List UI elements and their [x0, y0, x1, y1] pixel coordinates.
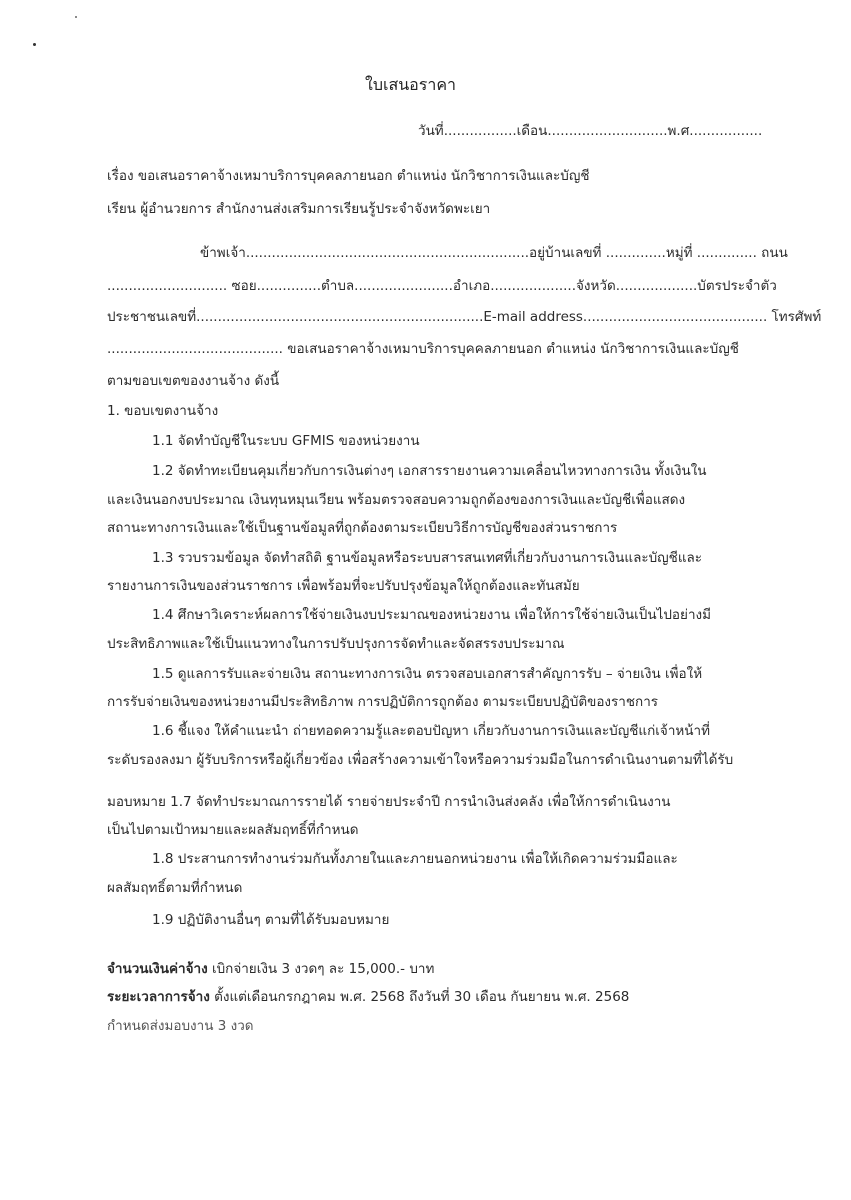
subject-line: เรื่อง ขอเสนอราคาจ้างเหมาบริการบุคคลภายนอก ตำแหน่ง นักวิชาการเงินและบัญชี: [107, 168, 590, 184]
period-line: [107, 987, 629, 1007]
scope-line: 1.2 จัดทำทะเบียนคุมเกี่ยวกับการเงินต่างๆ เอกสารรายงานความเคลื่อนไหวทางการเงิน ทั้งเงินใน: [152, 463, 707, 479]
scope-line: เป็นไปตามเป้าหมายและผลสัมฤทธิ์ที่กำหนด: [107, 822, 359, 838]
scope-line: ผลสัมฤทธิ์ตามที่กำหนด: [107, 880, 243, 896]
applicant-line: ข้าพเจ้า..................................................................อยู่บ้านเลขที่ ..............หมู่ที่ .............. ถนน: [200, 245, 788, 261]
period-text: ตั้งแต่เดือนกรกฎาคม พ.ศ. 2568 ถึงวันที่ 30 เดือน กันยายน พ.ศ. 2568: [209, 989, 630, 1005]
document-title: ใบเสนอราคา: [365, 75, 457, 94]
scope-line: 1.8 ประสานการทำงานร่วมกันทั้งภายในและภายนอกหน่วยงาน เพื่อให้เกิดความร่วมมือและ: [152, 851, 678, 867]
scope-line: มอบหมาย 1.7 จัดทำประมาณการรายได้ รายจ่ายประจำปี การนำเงินส่งคลัง เพื่อให้การดำเนินงาน: [107, 794, 671, 810]
scope-line: รายงานการเงินของส่วนราชการ เพื่อพร้อมที่จะปรับปรุงข้อมูลให้ถูกต้องและทันสมัย: [107, 578, 580, 594]
period-label: ระยะเวลาการจ้าง: [107, 989, 210, 1005]
scope-line: 1.9 ปฏิบัติงานอื่นๆ ตามที่ได้รับมอบหมาย: [152, 912, 390, 928]
scope-line: และเงินนอกงบประมาณ เงินทุนหมุนเวียน พร้อมตรวจสอบความถูกต้องของการเงินและบัญชีเพื่อแสดง: [107, 492, 686, 508]
applicant-line: ประชาชนเลขที่...................................................................E-mail address........................................... โทรศัพท์: [107, 309, 822, 325]
scope-line: 1.4 ศึกษาวิเคราะห์ผลการใช้จ่ายเงินงบประมาณของหน่วยงาน เพื่อให้การใช้จ่ายเงินเป็นไปอย่างมี: [152, 607, 712, 623]
scan-speck: [75, 16, 77, 18]
scope-line: ระดับรองลงมา ผู้รับบริการหรือผู้เกี่ยวข้อง เพื่อสร้างความเข้าใจหรือความร่วมมือในการดำเนินงานตามที่ได้รับ: [107, 752, 734, 768]
payment-label: จำนวนเงินค่าจ้าง: [107, 961, 208, 977]
applicant-line: ......................................... ขอเสนอราคาจ้างเหมาบริการบุคคลภายนอก ตำแหน่ง นักวิชาการเงินและบัญชี: [107, 341, 739, 357]
addressee-line: เรียน ผู้อำนวยการ สำนักงานส่งเสริมการเรียนรู้ประจำจังหวัดพะเยา: [107, 201, 491, 217]
scope-line: 1.5 ดูแลการรับและจ่ายเงิน สถานะทางการเงิน ตรวจสอบเอกสารสำคัญการรับ – จ่ายเงิน เพื่อให้: [152, 666, 703, 682]
scope-line: 1.3 รวบรวมข้อมูล จัดทำสถิติ ฐานข้อมูลหรือระบบสารสนเทศที่เกี่ยวกับงานการเงินและบัญชีและ: [152, 550, 703, 566]
scan-speck: [33, 43, 36, 46]
scope-heading: 1. ขอบเขตงานจ้าง: [107, 403, 219, 419]
scope-line: 1.1 จัดทำบัญชีในระบบ GFMIS ของหน่วยงาน: [152, 433, 420, 449]
scope-line: ประสิทธิภาพและใช้เป็นแนวทางในการปรับปรุงการจัดทำและจัดสรรงบประมาณ: [107, 636, 565, 652]
scope-line: สถานะทางการเงินและใช้เป็นฐานข้อมูลที่ถูกต้องตามระเบียบวิธีการบัญชีของส่วนราชการ: [107, 520, 618, 536]
scope-line: 1.6 ชี้แจง ให้คำแนะนำ ถ่ายทอดความรู้และตอบปัญหา เกี่ยวกับงานการเงินและบัญชีแก่เจ้าหน้าที่: [152, 723, 711, 739]
applicant-line: ............................ ซอย...............ตำบล.......................อำเภอ....................จังหวัด...................บัตรประจำตัว: [107, 278, 777, 294]
date-line: วันที่.................เดือน............................พ.ศ.................: [418, 123, 763, 139]
payment-text: เบิกจ่ายเงิน 3 งวดๆ ละ 15,000.- บาท: [207, 961, 435, 977]
applicant-line: ตามขอบเขตของงานจ้าง ดังนี้: [107, 373, 280, 389]
scope-line: การรับจ่ายเงินของหน่วยงานมีประสิทธิภาพ การปฏิบัติการถูกต้อง ตามระเบียบปฏิบัติของราชการ: [107, 694, 659, 710]
delivery-line: กำหนดส่งมอบงาน 3 งวด: [107, 1018, 254, 1034]
payment-line: [107, 959, 434, 979]
